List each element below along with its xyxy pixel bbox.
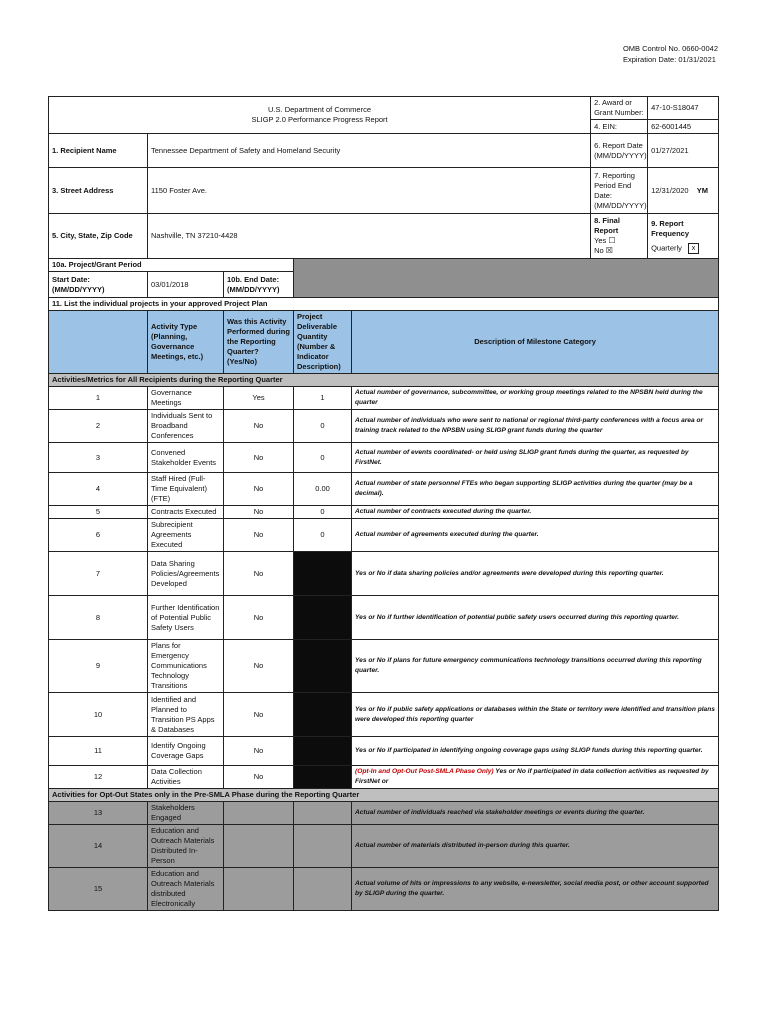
- milestone-performed[interactable]: No: [224, 766, 294, 789]
- section-all-recipients: Activities/Metrics for All Recipients during the Reporting Quarter: [49, 374, 719, 387]
- milestone-performed[interactable]: No: [224, 596, 294, 640]
- final-report-no-label: No: [594, 246, 604, 255]
- reporting-period-note: YM: [696, 185, 708, 195]
- recipient-name-label: 1. Recipient Name: [49, 134, 148, 168]
- milestone-row: [49, 443, 719, 473]
- milestone-quantity-redacted: [294, 766, 352, 789]
- header-performed: Was this Activity Performed during the Reporting Quarter? (Yes/No): [224, 311, 294, 374]
- milestone-number: 5: [49, 506, 148, 519]
- milestone-performed[interactable]: Yes: [224, 387, 294, 410]
- header-quantity: Project Deliverable Quantity (Number & Indicator Description): [294, 311, 352, 374]
- milestone-activity: Individuals Sent to Broadband Conferences: [148, 410, 224, 443]
- projects-list-label: 11. List the individual projects in your approved Project Plan: [49, 298, 719, 311]
- final-report-label: 8. Final Report: [594, 216, 620, 235]
- opt-out-activity: Education and Outreach Materials Distributed In-Person: [148, 825, 224, 868]
- milestone-activity: Contracts Executed: [148, 506, 224, 519]
- report-frequency-cell: [648, 214, 719, 259]
- opt-out-quantity-blank: [294, 802, 352, 825]
- reporting-period-value: 12/31/2020: [651, 185, 689, 195]
- milestone-row: [49, 640, 719, 693]
- milestone-activity: Data Sharing Policies/Agreements Developed: [148, 552, 224, 596]
- report-frequency-checkbox[interactable]: x: [688, 243, 699, 254]
- milestone-quantity-redacted: [294, 596, 352, 640]
- milestone-quantity[interactable]: 0: [294, 519, 352, 552]
- milestone-performed[interactable]: No: [224, 737, 294, 766]
- street-address-label: 3. Street Address: [49, 168, 148, 214]
- milestone-description: Actual number of contracts executed during the quarter.: [352, 506, 719, 519]
- omb-info: [623, 43, 718, 65]
- milestone-performed[interactable]: No: [224, 410, 294, 443]
- milestone-activity: Identified and Planned to Transition PS Apps & Databases: [148, 693, 224, 737]
- report-date-label: 6. Report Date (MM/DD/YYYY): [591, 134, 648, 168]
- milestone-row: [49, 506, 719, 519]
- report-date-value: 01/27/2021: [648, 134, 719, 168]
- form-header: [49, 97, 591, 134]
- milestone-number: 11: [49, 737, 148, 766]
- milestone-quantity[interactable]: 0: [294, 410, 352, 443]
- milestone-row: [49, 737, 719, 766]
- milestone-activity: Governance Meetings: [148, 387, 224, 410]
- milestone-activity: Plans for Emergency Communications Technology Transitions: [148, 640, 224, 693]
- milestone-row: [49, 410, 719, 443]
- milestone-description-text: Yes or No if participated in data collection activities as requested by FirstNet or: [355, 768, 709, 785]
- milestone-row: [49, 519, 719, 552]
- end-date-label: 10b. End Date: (MM/DD/YYYY): [224, 272, 294, 298]
- opt-out-description: Actual number of individuals reached via stakeholder meetings or events during the quarter.: [352, 802, 719, 825]
- milestone-row: [49, 693, 719, 737]
- final-report-yes-checkbox[interactable]: ☐: [608, 236, 616, 245]
- milestone-description: Yes or No if plans for future emergency communications technology transitions occurred during this reporting quarter.: [352, 640, 719, 693]
- opt-out-activity: Stakeholders Engaged: [148, 802, 224, 825]
- milestone-number: 2: [49, 410, 148, 443]
- street-address-value: 1150 Foster Ave.: [148, 168, 591, 214]
- milestone-quantity-redacted: [294, 693, 352, 737]
- city-state-zip-value: Nashville, TN 37210-4428: [148, 214, 591, 259]
- city-state-zip-label: 5. City, State, Zip Code: [49, 214, 148, 259]
- section-opt-out: Activities for Opt-Out States only in the Pre-SMLA Phase during the Reporting Quarter: [49, 789, 719, 802]
- milestone-activity: Convened Stakeholder Events: [148, 443, 224, 473]
- reporting-period-label: 7. Reporting Period End Date: (MM/DD/YYYY): [591, 168, 648, 214]
- header-activity-type: Activity Type (Planning, Governance Meetings, etc.): [148, 311, 224, 374]
- recipient-name-value: Tennessee Department of Safety and Homeland Security: [148, 134, 591, 168]
- milestone-row: [49, 596, 719, 640]
- start-date-value: 03/01/2018: [148, 272, 224, 298]
- opt-out-description: Actual volume of hits or impressions to any website, e-newsletter, social media post, or other account supported by SLIGP during the quarter.: [352, 868, 719, 911]
- opt-out-number: 13: [49, 802, 148, 825]
- milestone-quantity-redacted: [294, 737, 352, 766]
- milestone-quantity-redacted: [294, 552, 352, 596]
- milestone-number: 3: [49, 443, 148, 473]
- omb-control: OMB Control No. 0660-0042: [622, 44, 718, 53]
- milestone-performed[interactable]: No: [224, 519, 294, 552]
- opt-out-performed-blank: [224, 868, 294, 911]
- milestone-description: Yes or No if public safety applications or databases within the State or territory were identified and transition plans were developed this reporting quarter: [352, 693, 719, 737]
- progress-report-form: [48, 96, 719, 911]
- header-description: Description of Milestone Category: [352, 311, 719, 374]
- milestone-number: 8: [49, 596, 148, 640]
- report-frequency-value: Quarterly: [651, 242, 682, 252]
- opt-out-row: [49, 802, 719, 825]
- milestone-description-note: (Opt-In and Opt-Out Post-SMLA Phase Only): [355, 768, 494, 775]
- milestone-description: Actual number of governance, subcommittee, or working group meetings related to the NPSBN held during the quarter: [352, 387, 719, 410]
- milestone-row: [49, 473, 719, 506]
- milestone-quantity-redacted: [294, 640, 352, 693]
- milestone-description: Actual number of state personnel FTEs who began supporting SLIGP activities during the quarter (may be a decimal).: [352, 473, 719, 506]
- report-frequency-label: 9. Report Frequency: [651, 218, 689, 238]
- milestone-description: Yes or No if further identification of potential public safety users occurred during this reporting quarter.: [352, 596, 719, 640]
- omb-expiration: Expiration Date: 01/31/2021: [622, 55, 716, 64]
- opt-out-quantity-blank: [294, 868, 352, 911]
- opt-out-number: 14: [49, 825, 148, 868]
- milestone-quantity[interactable]: 0: [294, 443, 352, 473]
- department-name: U.S. Department of Commerce: [268, 105, 371, 114]
- milestone-quantity[interactable]: 0: [294, 506, 352, 519]
- reporting-period-cell: [648, 168, 719, 214]
- final-report-cell: [591, 214, 648, 259]
- grant-period-shaded: [294, 259, 719, 298]
- milestone-activity: Data Collection Activities: [148, 766, 224, 789]
- milestone-number: 6: [49, 519, 148, 552]
- milestone-description: Yes or No if data sharing policies and/or agreements were developed during this reporting quarter.: [352, 552, 719, 596]
- milestone-activity: Further Identification of Potential Public Safety Users: [148, 596, 224, 640]
- milestone-description: Actual number of agreements executed during the quarter.: [352, 519, 719, 552]
- award-number-label: 2. Award or Grant Number:: [591, 97, 648, 120]
- opt-out-performed-blank: [224, 802, 294, 825]
- milestone-performed[interactable]: No: [224, 506, 294, 519]
- final-report-yes-label: Yes: [594, 236, 607, 245]
- milestone-quantity[interactable]: 1: [294, 387, 352, 410]
- milestone-number: 9: [49, 640, 148, 693]
- opt-out-description: Actual number of materials distributed in-person during this quarter.: [352, 825, 719, 868]
- milestone-activity: Staff Hired (Full-Time Equivalent)(FTE): [148, 473, 224, 506]
- milestone-performed[interactable]: No: [224, 693, 294, 737]
- report-title: SLIGP 2.0 Performance Progress Report: [251, 115, 388, 124]
- milestone-row: [49, 766, 719, 789]
- header-number-blank: [49, 311, 148, 374]
- milestone-quantity[interactable]: 0.00: [294, 473, 352, 506]
- milestone-number: 1: [49, 387, 148, 410]
- award-number-value: 47-10-S18047: [648, 97, 719, 120]
- opt-out-row: [49, 868, 719, 911]
- milestone-number: 10: [49, 693, 148, 737]
- milestone-number: 4: [49, 473, 148, 506]
- milestone-description: Yes or No if participated in identifying ongoing coverage gaps using SLIGP funds during this reporting quarter.: [352, 737, 719, 766]
- milestone-activity: Identify Ongoing Coverage Gaps: [148, 737, 224, 766]
- milestone-activity: Subrecipient Agreements Executed: [148, 519, 224, 552]
- milestone-performed[interactable]: No: [224, 552, 294, 596]
- start-date-label: Start Date: (MM/DD/YYYY): [49, 272, 148, 298]
- milestone-description: [352, 766, 719, 789]
- ein-value: 62-6001445: [648, 120, 719, 134]
- opt-out-quantity-blank: [294, 825, 352, 868]
- ein-label: 4. EIN:: [591, 120, 648, 134]
- opt-out-performed-blank: [224, 825, 294, 868]
- milestone-row: [49, 552, 719, 596]
- final-report-no-checkbox[interactable]: ☒: [605, 246, 613, 255]
- opt-out-number: 15: [49, 868, 148, 911]
- grant-period-label: 10a. Project/Grant Period: [49, 259, 294, 272]
- milestone-description: Actual number of events coordinated- or held using SLIGP grant funds during the quarter, as requested by FirstNet.: [352, 443, 719, 473]
- milestone-performed[interactable]: No: [224, 473, 294, 506]
- milestone-row: [49, 387, 719, 410]
- milestone-number: 7: [49, 552, 148, 596]
- milestone-number: 12: [49, 766, 148, 789]
- milestone-description: Actual number of individuals who were sent to national or regional third-party conferences with a focus area or training track related to the NPSBN using SLIGP grant funds during the quarter: [352, 410, 719, 443]
- opt-out-row: [49, 825, 719, 868]
- opt-out-activity: Education and Outreach Materials distributed Electronically: [148, 868, 224, 911]
- milestone-performed[interactable]: No: [224, 443, 294, 473]
- milestone-performed[interactable]: No: [224, 640, 294, 693]
